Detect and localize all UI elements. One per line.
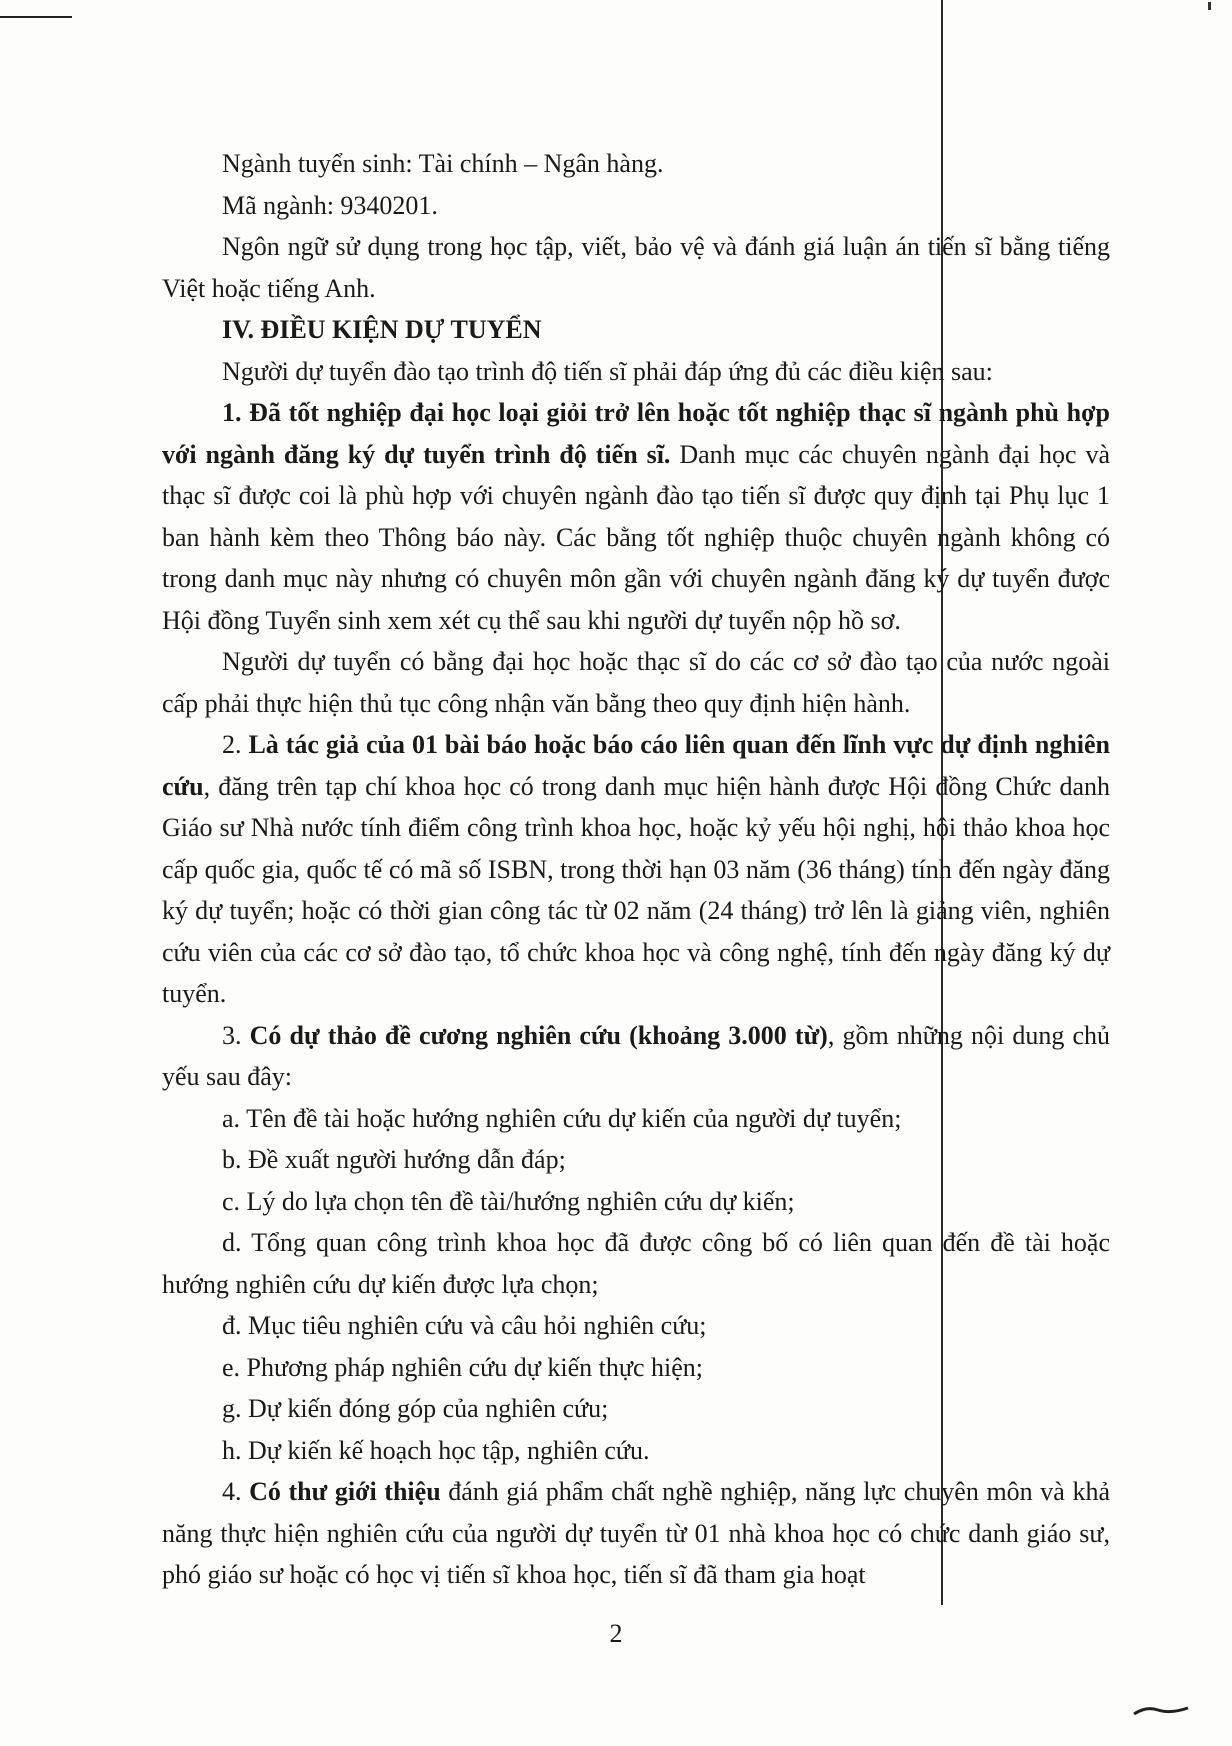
- page-number: 2: [609, 1619, 623, 1648]
- condition-2-number: 2.: [222, 730, 249, 759]
- scan-artifact-scribble: [1132, 1702, 1190, 1720]
- document-body: [162, 143, 1110, 1596]
- list-item: g. Dự kiến đóng góp của nghiên cứu;: [222, 1394, 609, 1423]
- list-item: h. Dự kiến kế hoạch học tập, nghiên cứu.: [222, 1435, 650, 1465]
- list-item: d. Tổng quan công trình khoa học đã được công bố có liên quan đến đề tài hoặc hướng nghiên cứu dự kiến được lựa chọn;: [162, 1228, 1110, 1299]
- list-item: c. Lý do lựa chọn tên đề tài/hướng nghiên cứu dự kiến;: [222, 1186, 795, 1216]
- condition-4-bold: Có thư giới thiệu: [249, 1477, 441, 1506]
- condition-3-text: , gồm những nội dung chủ yếu sau đây:: [162, 1020, 1110, 1091]
- condition-1-foreign: Người dự tuyển có bằng đại học hoặc thạc sĩ do các cơ sở đào tạo của nước ngoài cấp phải thực hiện thủ tục công nhận văn bằng theo quy định hiện hành.: [162, 647, 1110, 718]
- list-item: e. Phương pháp nghiên cứu dự kiến thực hiện;: [222, 1352, 703, 1382]
- list-item: a. Tên đề tài hoặc hướng nghiên cứu dự kiến của người dự tuyển;: [222, 1103, 902, 1133]
- condition-1-bold: 1. Đã tốt nghiệp đại học loại giỏi trở lên hoặc tốt nghiệp thạc sĩ ngành phù hợp với ngành đăng ký dự tuyển trình độ tiến sĩ.: [162, 398, 1110, 469]
- section-heading: IV. ĐIỀU KIỆN DỰ TUYỂN: [222, 315, 542, 344]
- admission-field: Ngành tuyển sinh: Tài chính – Ngân hàng.: [222, 149, 664, 178]
- condition-4-number: 4.: [222, 1477, 250, 1506]
- condition-3: [162, 1015, 1110, 1098]
- scan-artifact-dot: [1208, 2, 1211, 10]
- condition-3-bold: Có dự thảo đề cương nghiên cứu (khoảng 3.000 từ): [249, 1020, 828, 1050]
- condition-4-text: đánh giá phẩm chất nghề nghiệp, năng lực chuyên môn và khả năng thực hiện nghiên cứu của người dự tuyển từ 01 nhà khoa học có chức danh giáo sư, phó giáo sư hoặc có học vị tiến sĩ khoa học, tiến sĩ đã tham gia hoạt: [162, 1477, 1110, 1589]
- condition-4: [162, 1471, 1110, 1596]
- conditions-intro: Người dự tuyển đào tạo trình độ tiến sĩ phải đáp ứng đủ các điều kiện sau:: [222, 356, 993, 386]
- condition-2-bold: Là tác giả của 01 bài báo hoặc báo cáo liên quan đến lĩnh vực dự định nghiên cứu: [162, 730, 1111, 801]
- condition-1-text: Danh mục các chuyên ngành đại học và thạc sĩ được coi là phù hợp với chuyên ngành đào tạo tiến sĩ được quy định tại Phụ lục 1 ban hành kèm theo Thông báo này. Các bằng tốt nghiệp thuộc chuyên ngành không có trong danh mục này nhưng có chuyên môn gần với chuyên ngành đăng ký dự tuyển được Hội đồng Tuyển sinh xem xét cụ thể sau khi người dự tuyển nộp hồ sơ.: [162, 439, 1110, 635]
- condition-2: [162, 724, 1110, 1015]
- list-item: đ. Mục tiêu nghiên cứu và câu hỏi nghiên cứu;: [222, 1311, 707, 1340]
- list-item: b. Đề xuất người hướng dẫn đáp;: [222, 1145, 566, 1174]
- scan-artifact-top-line: [0, 16, 72, 18]
- language-paragraph: Ngôn ngữ sử dụng trong học tập, viết, bảo vệ và đánh giá luận án tiến sĩ bằng tiếng Việt hoặc tiếng Anh.: [162, 232, 1110, 303]
- condition-1: [162, 392, 1110, 641]
- condition-3-number: 3.: [222, 1020, 250, 1050]
- field-code: Mã ngành: 9340201.: [222, 190, 438, 220]
- condition-2-text: , đăng trên tạp chí khoa học có trong danh mục hiện hành được Hội đồng Chức danh Giáo sư Nhà nước tính điểm công trình khoa học, hoặc kỷ yếu hội nghị, hội thảo khoa học cấp quốc gia, quốc tế có mã số ISBN, trong thời hạn 03 năm (36 tháng) tính đến ngày đăng ký dự tuyển; hoặc có thời gian công tác từ 02 năm (24 tháng) trở lên là giảng viên, nghiên cứu viên của các cơ sở đào tạo, tổ chức khoa học và công nghệ, tính đến ngày đăng ký dự tuyển.: [162, 771, 1110, 1008]
